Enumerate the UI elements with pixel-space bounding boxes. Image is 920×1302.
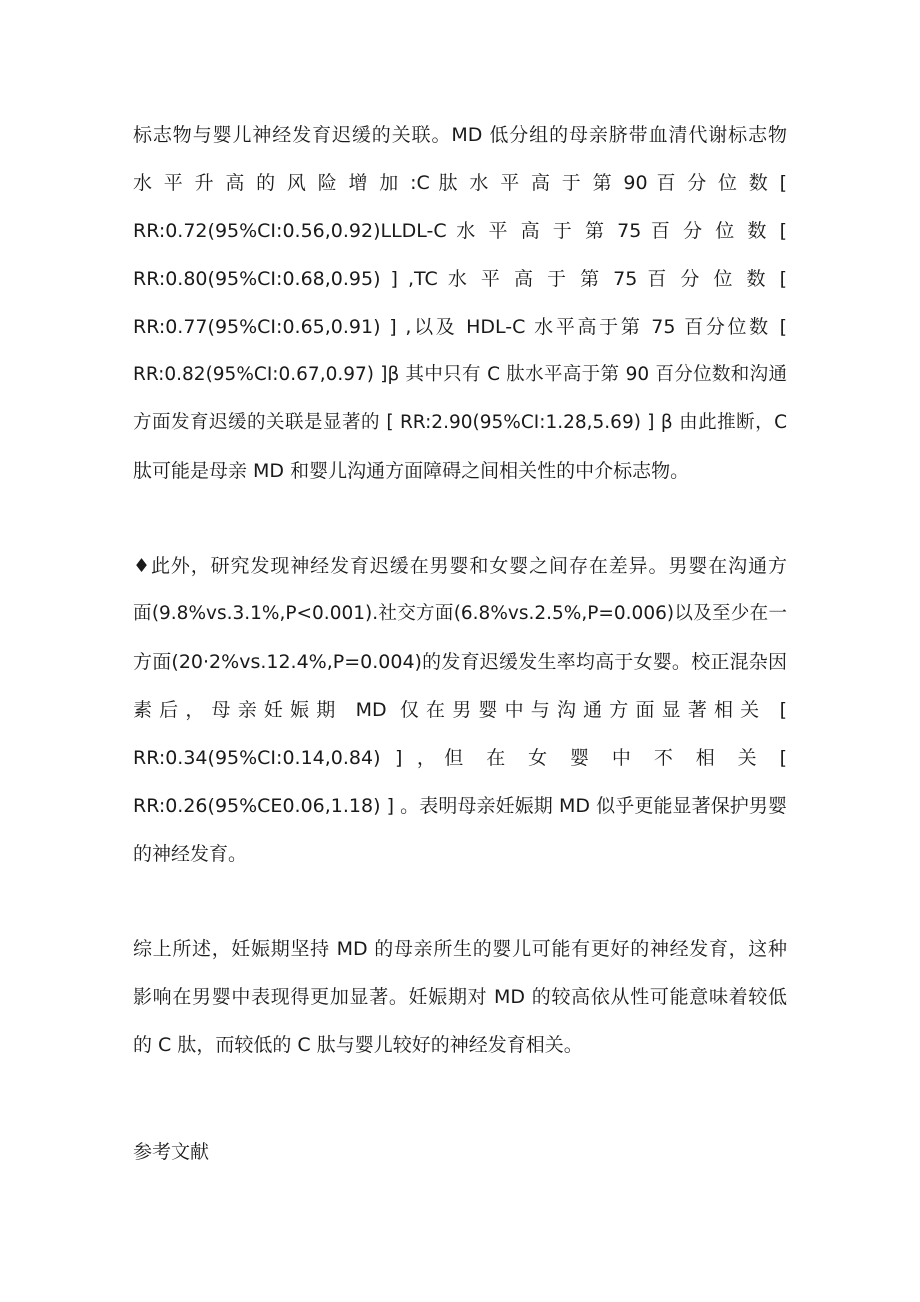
paragraph-line: RR:0.72(95%CI:0.56,0.92)LLDL-C 水 平 高 于 第 75 百 分 位 数 [	[133, 220, 787, 242]
paragraph-line: 的 C 肽，而较低的 C 肽与婴儿较好的神经发育相关。	[133, 1034, 583, 1056]
paragraph-line: RR:0.82(95%CI:0.67,0.97) ]β 其中只有 C 肽水平高于第 90 百分位数和沟通	[133, 364, 787, 385]
paragraph-line: 水 平 升 高 的 风 险 增 加 :C 肽 水 平 高 于 第 90 百 分 位 数 [	[133, 172, 787, 194]
paragraph-line: RR:0.80(95%CI:0.68,0.95) ] ,TC 水 平 高 于 第 75 百 分 位 数 [	[133, 268, 787, 290]
paragraph-line: 面(9.8%vs.3.1%,P<0.001).社交方面(6.8%vs.2.5%,P=0.006)以及至少在一	[133, 603, 787, 624]
paragraph-line: 方面(20·2%vs.12.4%,P=0.004)的发育迟缓发生率均高于女婴。校正混杂因	[133, 651, 787, 673]
paragraph-line: RR:0.26(95%CE0.06,1.18) ] 。表明母亲妊娠期 MD 似乎更能显著保护男婴	[133, 795, 787, 817]
paragraph-line: 方面发育迟缓的关联是显著的 [ RR:2.90(95%CI:1.28,5.69) ] β 由此推断，C	[133, 412, 787, 433]
paragraph-line: 的神经发育。	[133, 843, 248, 865]
paragraph-line: 影响在男婴中表现得更加显著。妊娠期对 MD 的较高依从性可能意味着较低	[133, 986, 787, 1008]
paragraph-line: 综上所述，妊娠期坚持 MD 的母亲所生的婴儿可能有更好的神经发育，这种	[133, 938, 787, 960]
references-heading: 参考文献	[133, 1141, 210, 1163]
paragraph-line: ♦此外，研究发现神经发育迟缓在男婴和女婴之间存在差异。男婴在沟通方	[133, 555, 787, 577]
paragraph-line: 标志物与婴儿神经发育迟缓的关联。MD 低分组的母亲脐带血清代谢标志物	[133, 124, 787, 146]
paragraph-line: 素后，母亲妊娠期 MD 仅在男婴中与沟通方面显著相关 [	[133, 699, 787, 721]
paragraph-line: RR:0.34(95%CI:0.14,0.84) ] ，但 在 女 婴 中 不 相 关 [	[133, 747, 787, 769]
paragraph-line: RR:0.77(95%CI:0.65,0.91) ] ,以及 HDL-C 水平高于第 75 百分位数 [	[133, 316, 787, 338]
paragraph-line: 肽可能是母亲 MD 和婴儿沟通方面障碍之间相关性的中介标志物。	[133, 460, 690, 482]
